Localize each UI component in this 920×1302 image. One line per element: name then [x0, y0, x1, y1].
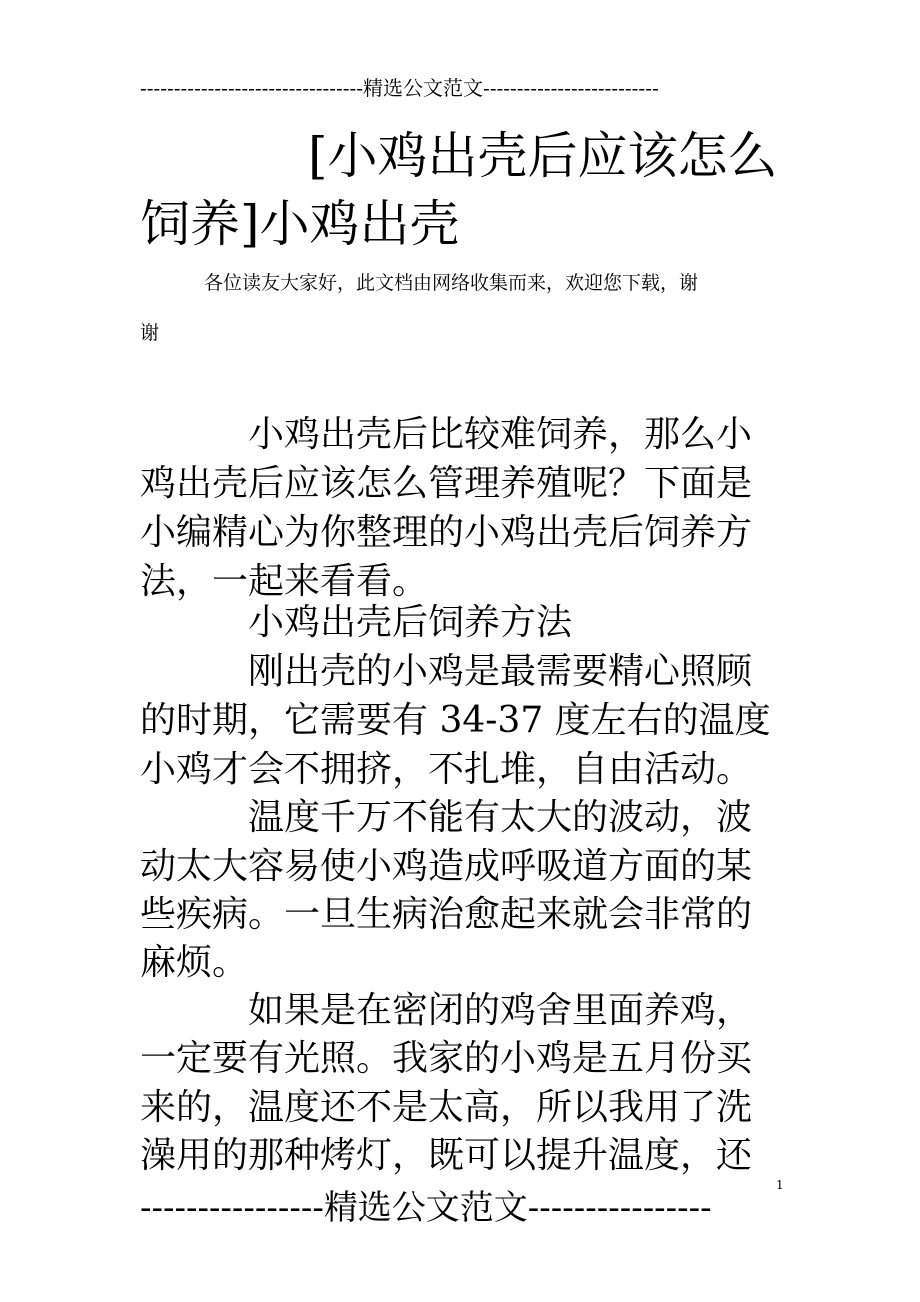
body-line: 法，一起来看看。 — [140, 561, 429, 602]
section-heading: 小鸡出壳后饲养方法 — [140, 602, 573, 643]
document-title — [140, 122, 780, 258]
body-line: 动太大容易使小鸡造成呼吸道方面的某 — [140, 846, 753, 887]
body-line: 小鸡才会不拥挤，不扎堆，自由活动。 — [140, 749, 753, 790]
body-line: 鸡出壳后应该怎么管理养殖呢？下面是 — [140, 463, 753, 504]
body-line: 澡用的那种烤灯，既可以提升温度，还 — [140, 1135, 753, 1176]
body-line: 的时期，它需要有 34-37 度左右的温度 — [140, 700, 771, 741]
body-line: 刚出壳的小鸡是最需要精心照顾 — [140, 651, 753, 692]
intro-line-2: 谢 — [140, 322, 160, 344]
page-number: 1 — [776, 1178, 784, 1192]
body-line: 小鸡出壳后比较难饲养，那么小 — [140, 414, 753, 455]
body-line: 来的，温度还不是太高，所以我用了洗 — [140, 1087, 753, 1128]
page-header: ---------------------------------精选公文范文-------------------------- — [140, 76, 659, 100]
title-text: [小鸡出壳后应该怎么饲养]小鸡出壳 — [140, 127, 778, 253]
page-footer: ----------------精选公文范文---------------- — [140, 1188, 712, 1228]
intro-line-1: 各位读友大家好，此文档由网络收集而来，欢迎您下载，谢 — [204, 272, 699, 294]
body-line: 小编精心为你整理的小鸡出壳后饲养方 — [140, 512, 753, 553]
body-line: 些疾病。一旦生病治愈起来就会非常的 — [140, 894, 753, 935]
body-line: 麻烦。 — [140, 942, 249, 983]
body-line: 温度千万不能有太大的波动，波 — [140, 797, 753, 838]
body-line: 如果是在密闭的鸡舍里面养鸡， — [140, 990, 753, 1031]
body-line: 一定要有光照。我家的小鸡是五月份买 — [140, 1038, 753, 1079]
